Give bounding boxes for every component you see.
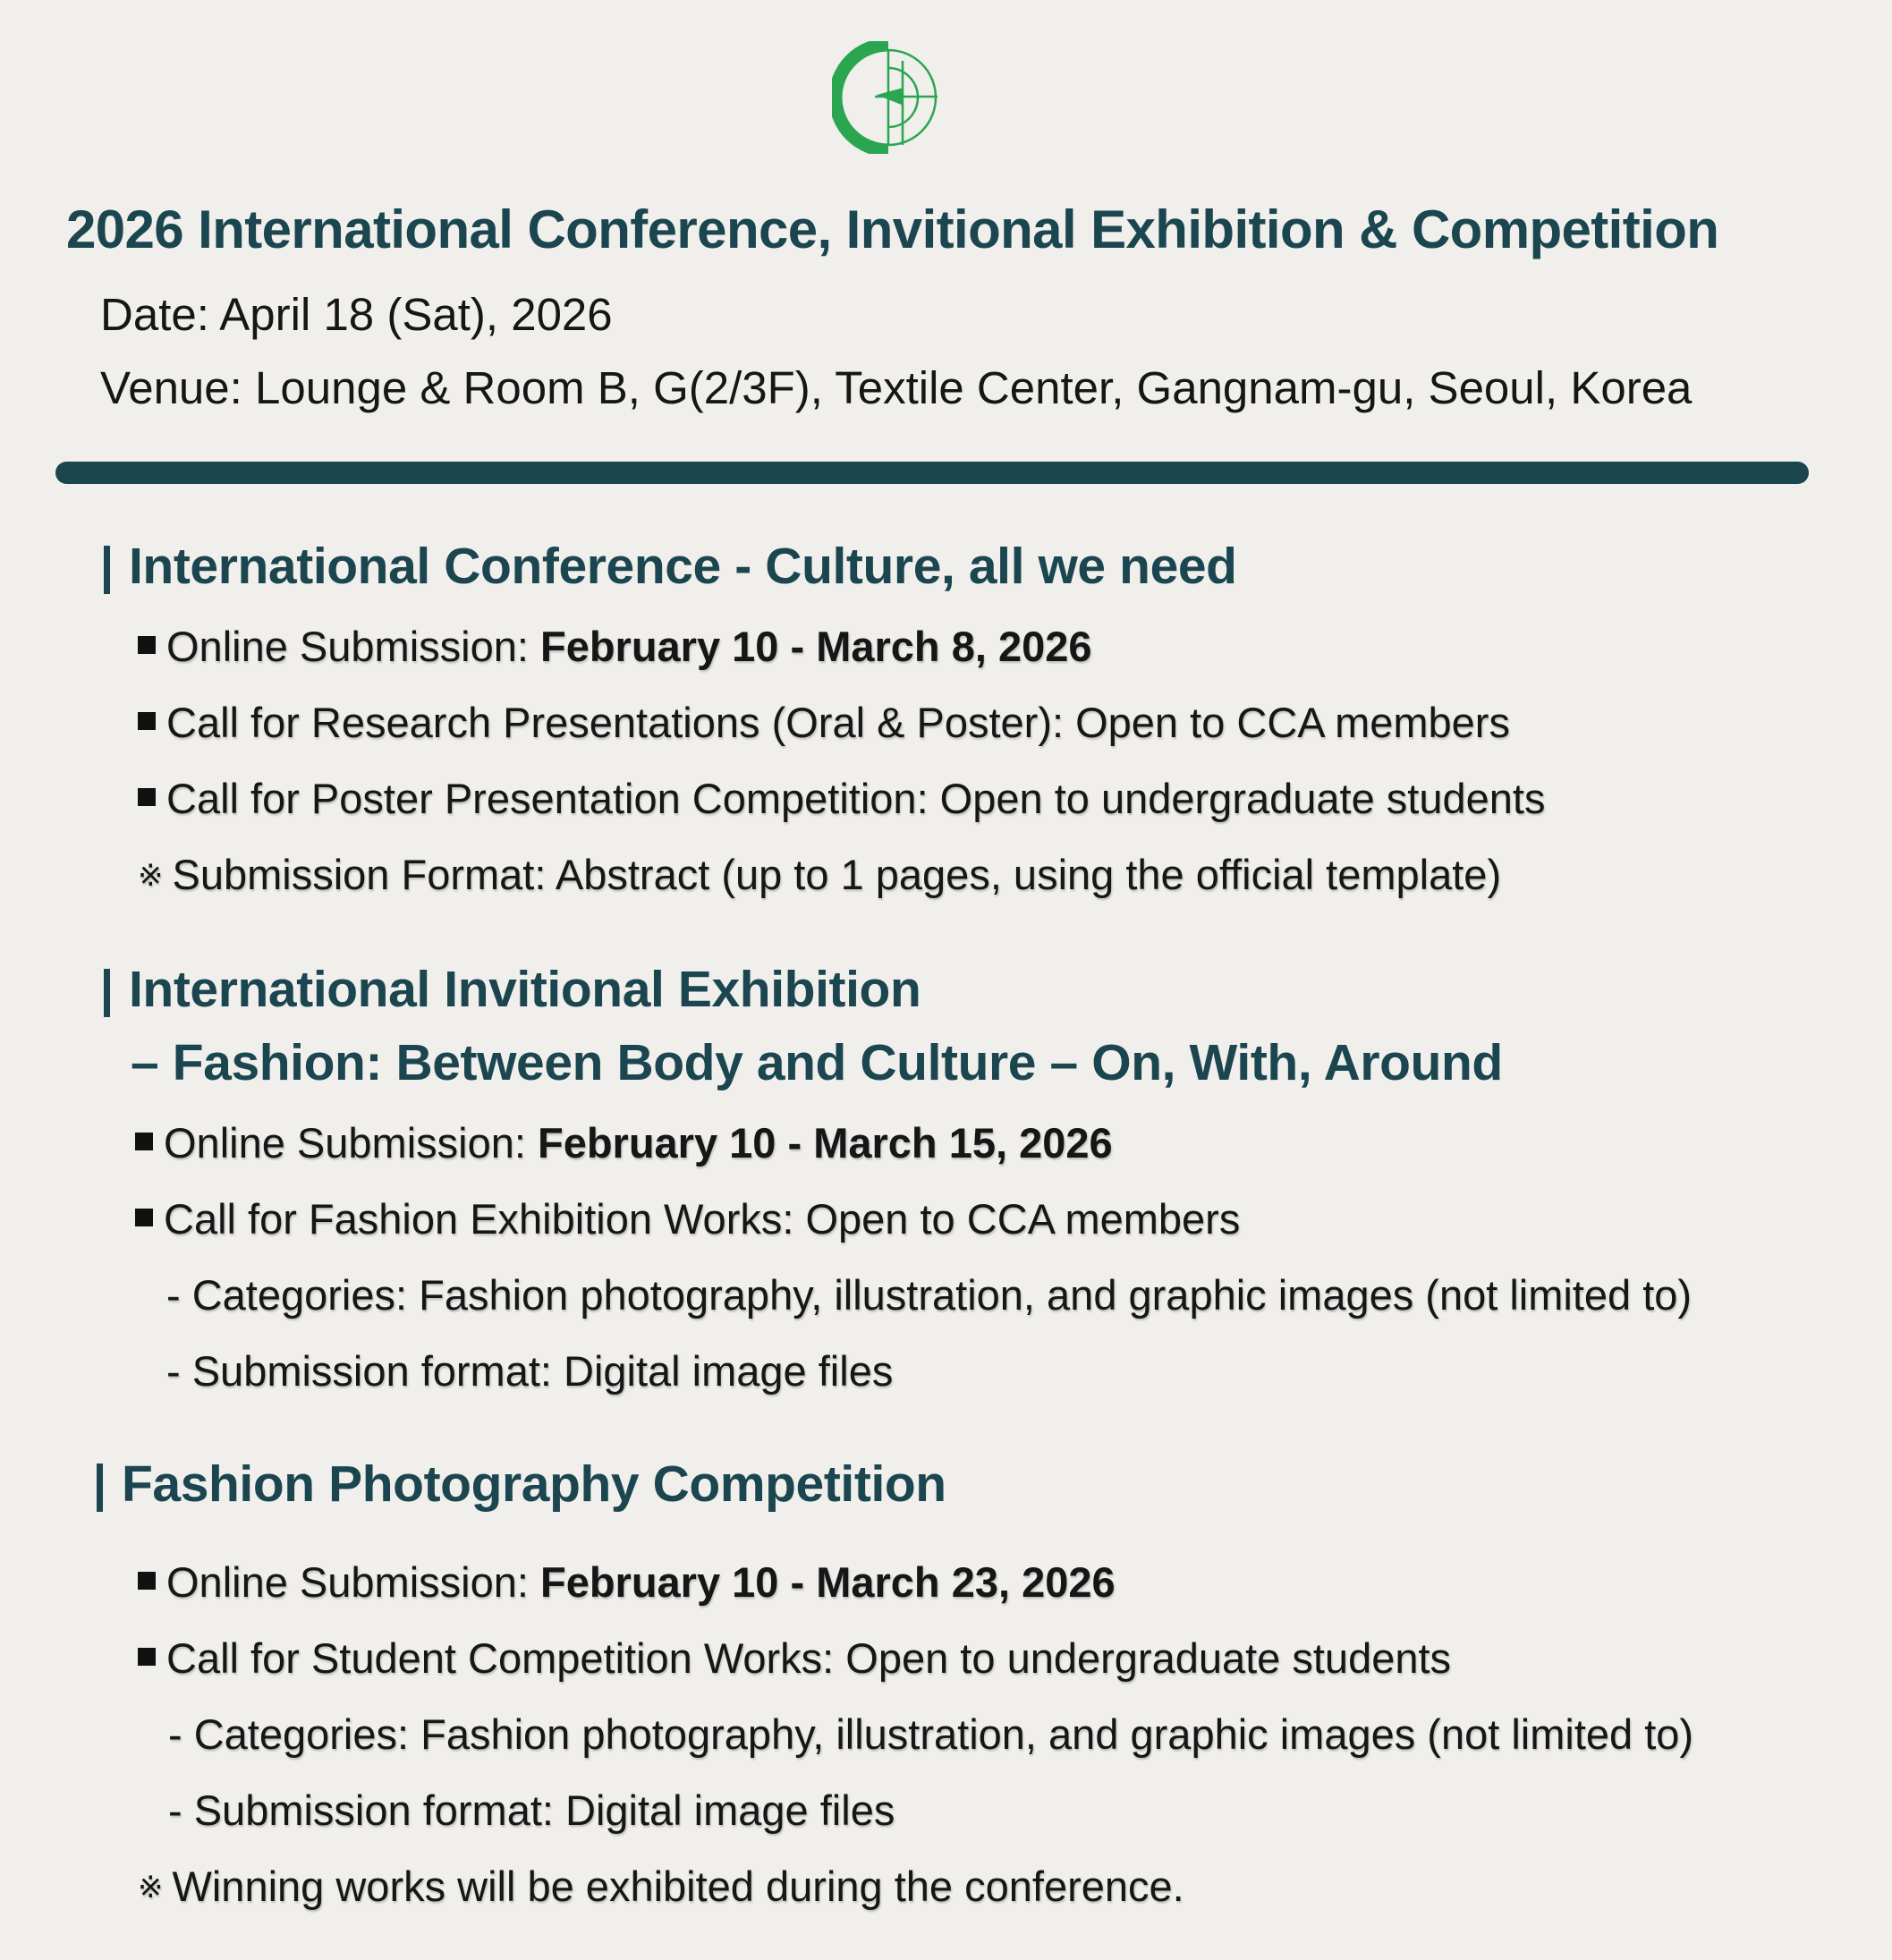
conference-submission-item [138,622,1092,671]
conference-research-item [138,698,1510,747]
event-date: Date: April 18 (Sat), 2026 [100,289,613,340]
square-bullet-icon [135,1133,153,1150]
poster-call-text: Call for Poster Presentation Competition: Open to undergraduate students [166,775,1546,822]
square-bullet-icon [138,712,156,730]
submission-dates: February 10 - March 8, 2026 [539,623,1092,670]
section-marker [104,969,110,1017]
exhibition-heading: International Invitional Exhibition [129,961,921,1018]
reference-mark-icon: ※ [138,859,164,893]
header-divider [55,462,1809,484]
organization-logo-icon [832,41,945,154]
square-bullet-icon [138,788,156,806]
exhibition-subheading: – Fashion: Between Body and Culture – On, With, Around [131,1034,1503,1091]
square-bullet-icon [138,1572,156,1590]
submission-label: Online Submission: [166,1558,540,1606]
conference-poster-item [138,774,1545,823]
submission-label: Online Submission: [166,623,540,670]
exhibition-categories-item: - Categories: Fashion photography, illustration, and graphic images (not limited to) [166,1271,1693,1319]
section-marker [104,546,110,594]
competition-winning-note [138,1862,1184,1911]
square-bullet-icon [138,1648,156,1666]
reference-mark-icon: ※ [138,1871,164,1905]
page-title: 2026 International Conference, Invitional Exhibition & Competition [66,199,1719,259]
exhibition-call-text: Call for Fashion Exhibition Works: Open to CCA members [164,1195,1241,1243]
competition-format-item: - Submission format: Digital image files [168,1786,895,1834]
exhibition-submission-item [135,1118,1113,1167]
section-marker [97,1464,103,1512]
conference-format-note [138,850,1501,899]
research-call-text: Call for Research Presentations (Oral & Poster): Open to CCA members [166,699,1510,746]
conference-heading: International Conference - Culture, all we need [129,538,1237,595]
competition-heading: Fashion Photography Competition [122,1455,946,1513]
winning-note-text: Winning works will be exhibited during the conference. [172,1862,1184,1910]
submission-dates: February 10 - March 15, 2026 [537,1119,1113,1167]
exhibition-call-item [135,1194,1240,1243]
square-bullet-icon [135,1209,153,1226]
exhibition-format-item: - Submission format: Digital image files [166,1347,894,1395]
square-bullet-icon [138,636,156,654]
submission-label: Online Submission: [164,1119,538,1167]
competition-call-item [138,1633,1451,1683]
format-note-text: Submission Format: Abstract (up to 1 pages, using the official template) [172,851,1502,898]
event-venue: Venue: Lounge & Room B, G(2/3F), Textile Center, Gangnam-gu, Seoul, Korea [100,362,1693,413]
competition-categories-item: - Categories: Fashion photography, illustration, and graphic images (not limited to) [168,1710,1694,1758]
submission-dates: February 10 - March 23, 2026 [539,1558,1116,1606]
competition-call-text: Call for Student Competition Works: Open to undergraduate students [166,1634,1452,1682]
competition-submission-item [138,1557,1116,1607]
